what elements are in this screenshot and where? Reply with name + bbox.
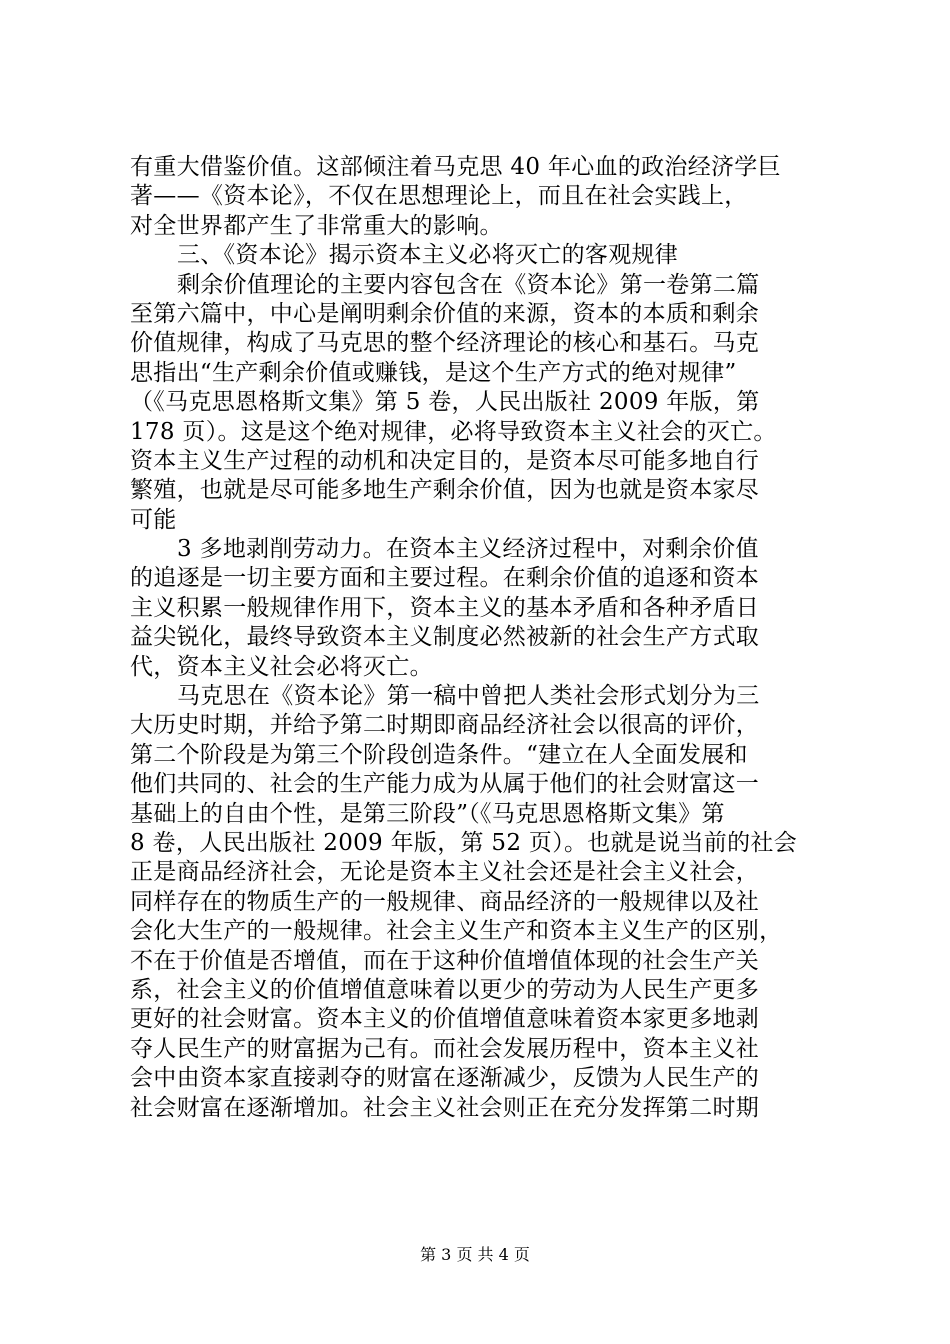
text-line: 系，社会主义的价值增值意味着以更少的劳动为人民生产更多: [130, 976, 760, 1003]
text-line: 社会财富在逐渐增加。社会主义社会则正在充分发挥第二时期: [130, 1094, 760, 1121]
text-line: 不在于价值是否增值，而在于这种价值增值体现的社会生产关: [130, 947, 760, 974]
text-line: 的追逐是一切主要方面和主要过程。在剩余价值的追逐和资本: [130, 565, 760, 592]
text-line: 至第六篇中，中心是阐明剩余价值的来源，资本的本质和剩余: [130, 300, 760, 327]
text-line: 主义积累一般规律作用下，资本主义的基本矛盾和各种矛盾日: [130, 594, 760, 621]
paragraph-start-line: 剩余价值理论的主要内容包含在《资本论》第一卷第二篇: [177, 271, 760, 298]
text-line: 可能: [130, 506, 177, 533]
text-line: 价值规律，构成了马克思的整个经济理论的核心和基石。马克: [130, 330, 760, 357]
text-line: 他们共同的、社会的生产能力成为从属于他们的社会财富这一: [130, 771, 760, 798]
text-line: 同样存在的物质生产的一般规律、商品经济的一般规律以及社: [130, 888, 760, 915]
text-line: 更好的社会财富。资本主义的价值增值意味着资本家更多地剥: [130, 1006, 760, 1033]
text-line: 繁殖，也就是尽可能多地生产剩余价值，因为也就是资本家尽: [130, 477, 760, 504]
text-line: 有重大借鉴价值。这部倾注着马克思 40 年心血的政治经济学巨: [130, 154, 781, 180]
paragraph-start-line: 马克思在《资本论》第一稿中曾把人类社会形式划分为三: [177, 683, 760, 710]
text-line: 代，资本主义社会必将灭亡。: [130, 653, 433, 680]
text-line: 会化大生产的一般规律。社会主义生产和资本主义生产的区别，: [130, 918, 783, 945]
paragraph-start-line: 三、《资本论》揭示资本主义必将灭亡的客观规律: [177, 242, 679, 269]
text-line: 对全世界都产生了非常重大的影响。: [130, 212, 503, 239]
text-line: 夺人民生产的财富据为己有。而社会发展历程中，资本主义社: [130, 1035, 760, 1062]
text-line: 思指出“生产剩余价值或赚钱，是这个生产方式的绝对规律”: [130, 359, 737, 386]
document-body: [130, 153, 830, 1123]
text-line: 资本主义生产过程的动机和决定目的，是资本尽可能多地自行: [130, 447, 760, 474]
text-line: 会中由资本家直接剥夺的财富在逐渐减少，反馈为人民生产的: [130, 1065, 760, 1092]
page-footer: 第 3 页 共 4 页: [420, 1245, 530, 1264]
text-line: 基础上的自由个性，是第三阶段”（《马克思恩格斯文集》第: [130, 800, 725, 827]
text-line: 178 页）。这是这个绝对规律，必将导致资本主义社会的灭亡。: [130, 418, 777, 445]
text-line: 益尖锐化，最终导致资本主义制度必然被新的社会生产方式取: [130, 624, 760, 651]
paragraph-start-line: 3 多地剥削劳动力。在资本主义经济过程中，对剩余价值: [177, 536, 759, 563]
text-line: 大历史时期，并给予第二时期即商品经济社会以很高的评价，: [130, 712, 760, 739]
text-line: 8 卷，人民出版社 2009 年版，第 52 页）。也就是说当前的社会: [130, 829, 797, 856]
text-line: 正是商品经济社会，无论是资本主义社会还是社会主义社会，: [130, 859, 760, 886]
text-line: 著——《资本论》，不仅在思想理论上，而且在社会实践上，: [130, 183, 748, 210]
text-line: （《马克思恩格斯文集》第 5 卷，人民出版社 2009 年版，第: [130, 389, 760, 416]
text-line: 第二个阶段是为第三个阶段创造条件。“建立在人全面发展和: [130, 741, 748, 768]
